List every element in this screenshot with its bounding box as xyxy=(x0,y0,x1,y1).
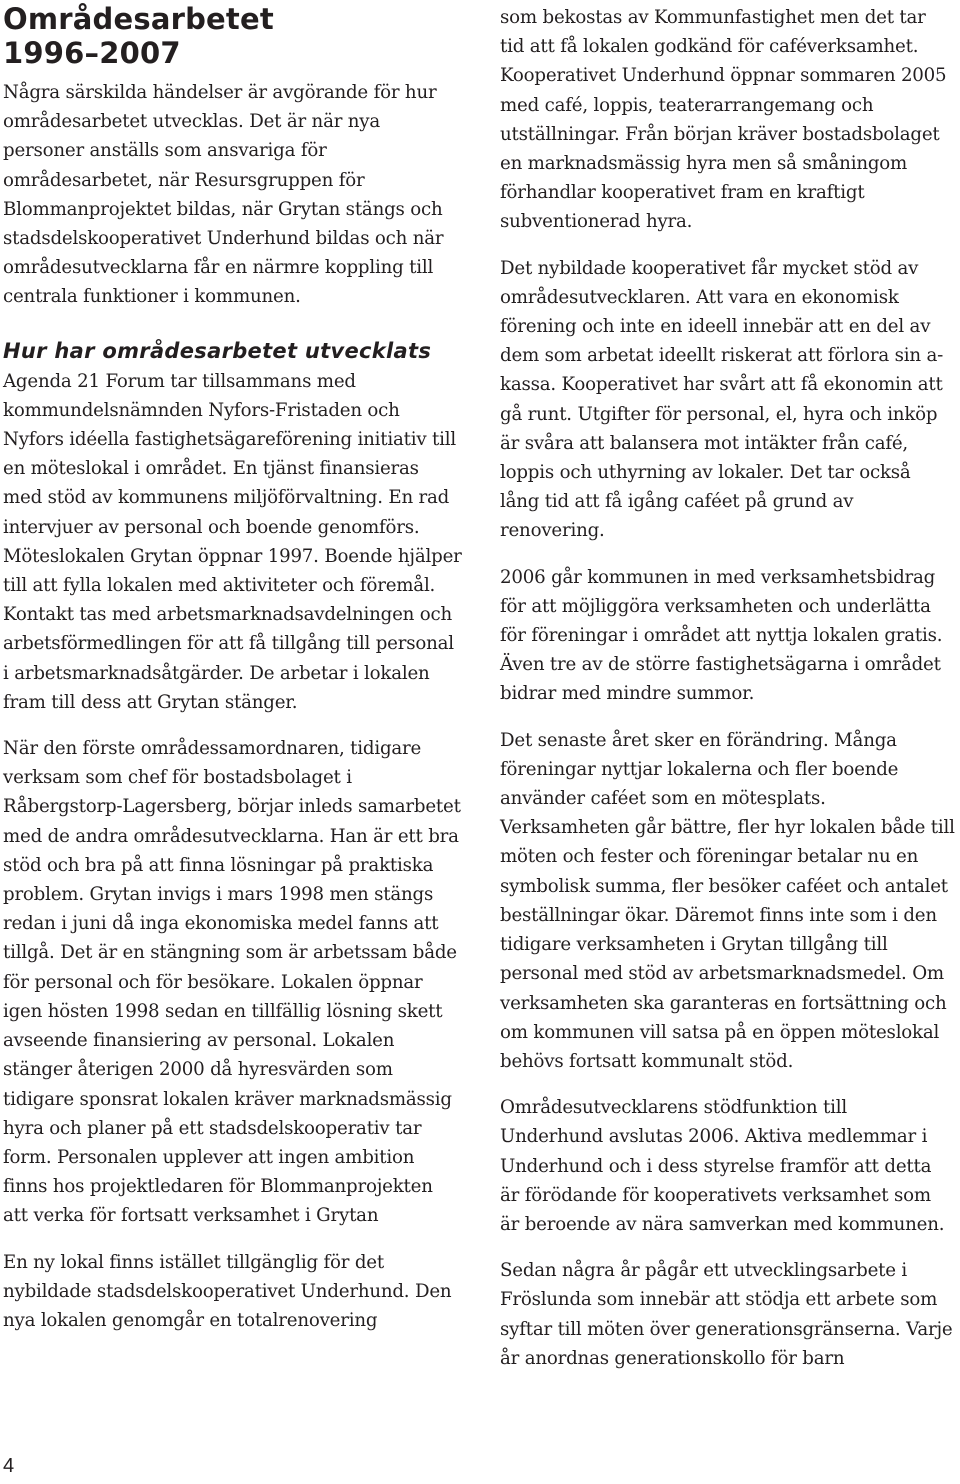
right-paragraph-6: Sedan några år pågår ett utvecklingsarbete i Fröslunda som innebär att stödja ett arbete som syftar till möten över generationsgränserna. Varje år anordnas generationskollo för barn xyxy=(500,1260,953,1369)
page-number: 4 xyxy=(3,1455,15,1477)
left-paragraph-3: En ny lokal finns istället tillgänglig för det nybildade stadsdelskooperativet Underhund. Den nya lokalen genomgår en totalrenovering xyxy=(3,1251,452,1331)
left-paragraph-1: Agenda 21 Forum tar tillsammans med kommundelsnämnden Nyfors-Fristaden och Nyfors idéella fastighetsägareförening initiativ till en möteslokal i området. En tjänst finansieras med stöd av kommunens miljöförvaltning. En rad intervjuer av personal och boende genomförs. Möteslokalen Grytan öppnar 1997. Boende hjälper till att fylla lokalen med aktiviteter och föremål. Kontakt tas med arbetsmarknadsavdelningen och arbetsförmedlingen för att få tillgång till personal i arbetsmarknadsåtgärder. De arbetar i lokalen fram till dess att Grytan stänger. xyxy=(3,370,462,713)
right-column xyxy=(500,0,955,1373)
intro-paragraph: Några särskilda händelser är avgörande för hur områdesarbetet utvecklas. Det är när nya personer anställs som ansvariga för områdesarbetet, när Resursgruppen för Blommanprojektet bildas, när Grytan stängs och stadsdelskooperativet Underhund bildas och när områdesutvecklarna får en närmre koppling till centrala funktioner i kommunen. xyxy=(3,82,444,308)
left-paragraph-2: När den förste områdessamordnaren, tidigare verksam som chef för bostadsbolaget i Råbergstorp-Lagersberg, börjar inleds samarbetet med de andra områdesutvecklarna. Han är ett bra stöd och bra på att finna lösningar på praktiska problem. Grytan invigs i mars 1998 men stängs redan i juni då inga ekonomiska medel fanns att tillgå. Det är en stängning som är arbetssam både för personal och för besökare. Lokalen öppnar igen hösten 1998 sedan en tillfällig lösning skett avseende finansiering av personal. Lokalen stänger återigen 2000 då hyresvärden som tidigare sponsrat lokalen kräver marknadsmässig hyra och planer på ett stadsdelskooperativ tar form. Personalen upplever att ingen ambition finns hos projektledaren för Blommanprojekten att verka för fortsatt verksamhet i Grytan xyxy=(3,738,461,1227)
left-body xyxy=(3,78,463,312)
page-title-line-1: Områdesarbetet xyxy=(3,2,274,36)
section-heading: Hur har områdesarbetet utvecklats xyxy=(3,338,432,363)
right-paragraph-1: som bekostas av Kommunfastighet men det tar tid att få lokalen godkänd för caféverksamhet. Kooperativet Underhund öppnar sommaren 2005 med café, loppis, teaterarrangemang och utställningar. Från början kräver bostadsbolaget en marknadsmässig hyra men så småningom förhandlar kooperativet fram en kraftigt subventionerad hyra. xyxy=(500,7,947,233)
left-column xyxy=(3,0,463,1335)
right-paragraph-5: Områdesutvecklarens stödfunktion till Underhund avslutas 2006. Aktiva medlemmar i Underhund och i dess styrelse framför att detta är förödande för kooperativets verksamhet som är beroende av nära samverkan med kommunen. xyxy=(500,1097,945,1235)
page-title-line-2: 1996–2007 xyxy=(3,36,181,70)
left-section-body xyxy=(3,367,463,1336)
right-paragraph-4: Det senaste året sker en förändring. Många föreningar nyttjar lokalerna och fler boende använder caféet som en mötesplats. Verksamheten går bättre, fler hyr lokalen både till möten och fester och föreningar betalar nu en symbolisk summa, fler besöker caféet och antalet beställningar ökar. Däremot finns inte som i den tidigare verksamheten i Grytan tillgång till personal med stöd av arbetsmarknadsmedel. Om verksamheten ska garanteras en fortsättning och om kommunen vill satsa på en öppen möteslokal behövs fortsatt kommunalt stöd. xyxy=(500,729,955,1072)
page-title xyxy=(3,2,463,70)
right-body xyxy=(500,3,955,1373)
right-paragraph-2: Det nybildade kooperativet får mycket stöd av områdesutvecklaren. Att vara en ekonomisk förening och inte en ideell innebär att en del av dem som arbetat ideellt riskerat att förlora sin a-kassa. Kooperativet har svårt att få ekonomin att gå runt. Utgifter för personal, el, hyra och inköp är svåra att balansera mot intäkter från café, loppis och uthyrning av lokaler. Det tar också lång tid att få igång caféet på grund av renovering. xyxy=(500,257,944,542)
right-paragraph-3: 2006 går kommunen in med verksamhetsbidrag för att möjliggöra verksamheten och underlätta för föreningar i området att nyttja lokalen gratis. Även tre av de större fastighetsägarna i området bidrar med mindre summor. xyxy=(500,566,943,705)
